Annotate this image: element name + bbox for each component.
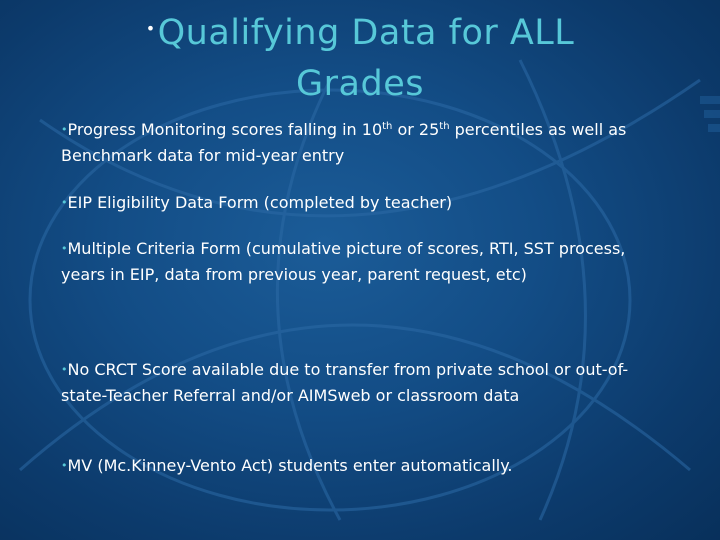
- bullet-item-no-crct: [61, 358, 671, 408]
- bullet-text: Multiple Criteria Form (cumulative picture of scores, RTI, SST process, years in EIP, data from previous year, parent request, etc): [61, 239, 626, 284]
- bullet-dot: •: [61, 123, 68, 136]
- bullet-item-progress-monitoring: [61, 118, 671, 168]
- superscript-th: th: [439, 121, 450, 132]
- title-text-1: Qualifying Data for ALL: [157, 13, 575, 53]
- bullet-item-eip-form: [61, 191, 671, 217]
- bullet-text: No CRCT Score available due to transfer from private school or out-of-state-Teacher Referral and/or AIMSweb or classroom data: [61, 360, 629, 405]
- bullet-text: or 25: [392, 120, 440, 139]
- bullet-dot: •: [61, 242, 68, 255]
- bullet-text: Progress Monitoring scores falling in 10: [67, 120, 383, 139]
- bullet-text: MV (Mc.Kinney-Vento Act) students enter automatically.: [67, 456, 513, 475]
- bullet-dot: •: [61, 363, 68, 376]
- bullet-item-mckinney-vento: [61, 454, 671, 480]
- bullet-dot: •: [61, 459, 68, 472]
- slide-title-line-1: [110, 8, 610, 59]
- slide-title-line-2: Grades: [296, 64, 424, 104]
- superscript-th: th: [382, 121, 393, 132]
- bullet-item-multiple-criteria: [61, 237, 671, 287]
- bullet-text: EIP Eligibility Data Form (completed by teacher): [67, 193, 453, 212]
- slide-title: [110, 8, 610, 109]
- bullet-text: percentiles as well as Benchmark data for mid-year entry: [61, 120, 627, 165]
- bullet-dot: •: [61, 196, 68, 209]
- title-bullet: •: [145, 19, 156, 38]
